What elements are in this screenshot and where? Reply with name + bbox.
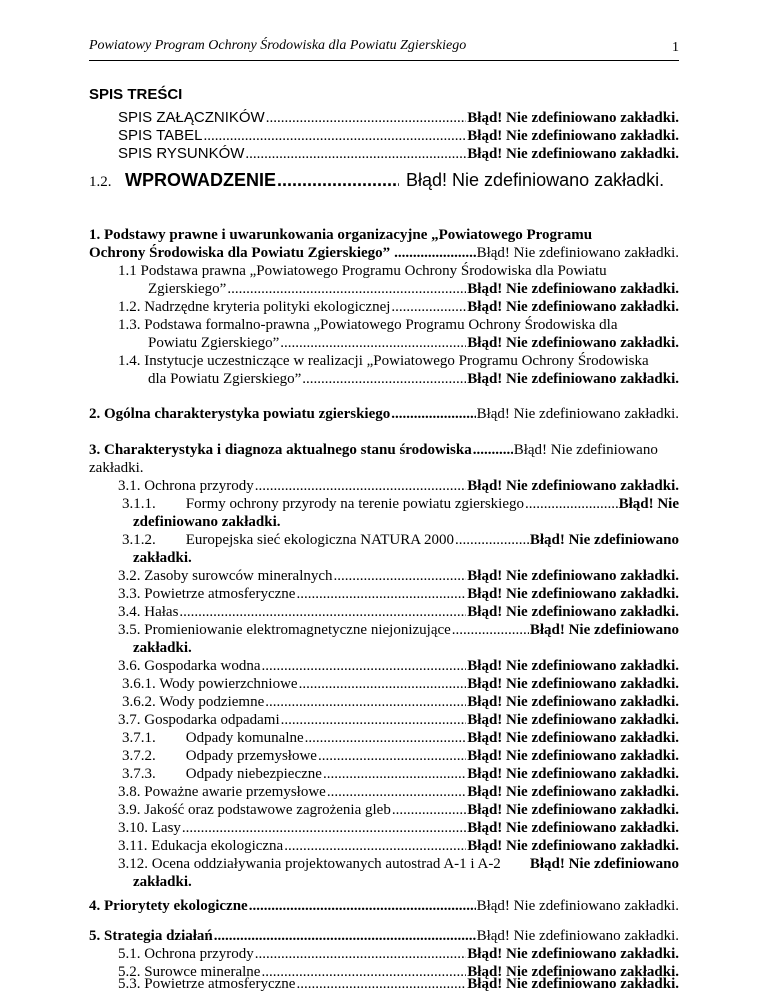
toc-entry-rysunkow[interactable]: SPIS RYSUNKÓW ..... Błąd! Nie zdefiniowano zakładki.	[118, 145, 679, 163]
toc-entry-3-7-2[interactable]: 3.7.2. Odpady przemysłowe ..... Błąd! Nie zdefiniowano zakładki.	[122, 747, 679, 765]
toc-entry-section-3-wrap: zakładki.	[89, 460, 144, 476]
toc-entry-3-2[interactable]: 3.2. Zasoby surowców mineralnych ..... Błąd! Nie zdefiniowano zakładki.	[118, 567, 679, 585]
toc-entry-1-3[interactable]: Powiatu Zgierskiego” ..... Błąd! Nie zdefiniowano zakładki.	[148, 334, 679, 352]
toc-entry-3-9[interactable]: 3.9. Jakość oraz podstawowe zagrożenia gleb ..... Błąd! Nie zdefiniowano zakładki.	[118, 801, 679, 819]
toc-entry-3-6[interactable]: 3.6. Gospodarka wodna ..... Błąd! Nie zdefiniowano zakładki.	[118, 657, 679, 675]
toc-entry-zalacznikow[interactable]: SPIS ZAŁĄCZNIKÓW ..... Błąd! Nie zdefiniowano zakładki.	[118, 109, 679, 127]
toc-entry-1-3-line1: 1.3. Podstawa formalno-prawna „Powiatowego Programu Ochrony Środowiska dla	[118, 317, 618, 333]
toc-entry-3-11[interactable]: 3.11. Edukacja ekologiczna ..... Błąd! Nie zdefiniowano zakładki.	[118, 837, 679, 855]
toc-entry-section-1[interactable]: Ochrony Środowiska dla Powiatu Zgierskiego” ..... Błąd! Nie zdefiniowano zakładki.	[89, 244, 679, 262]
toc-entry-3-12[interactable]: 3.12. Ocena oddziaływania projektowanych autostrad A-1 i A-2 Błąd! Nie zdefiniowano	[118, 856, 679, 872]
toc-entry-3-1-1-wrap: zdefiniowano zakładki.	[133, 514, 281, 530]
toc-entry-wprowadzenie[interactable]: 1.2. WPROWADZENIE ..... Błąd! Nie zdefiniowano zakładki.	[89, 168, 679, 194]
toc-entry-5-2[interactable]: 5.2. Surowce mineralne ..... Błąd! Nie zdefiniowano zakładki.	[118, 963, 679, 981]
toc-entry-section-5[interactable]: 5. Strategia działań ..... Błąd! Nie zdefiniowano zakładki.	[89, 927, 679, 945]
toc-entry-1-4-line1: 1.4. Instytucje uczestniczące w realizacji „Powiatowego Programu Ochrony Środowiska	[118, 353, 649, 369]
toc-entry-1-2[interactable]: 1.2. Nadrzędne kryteria polityki ekologicznej ..... Błąd! Nie zdefiniowano zakładki.	[118, 298, 679, 316]
toc-entry-3-1[interactable]: 3.1. Ochrona przyrody ..... Błąd! Nie zdefiniowano zakładki.	[118, 477, 679, 495]
toc-entry-3-3[interactable]: 3.3. Powietrze atmosferyczne ..... Błąd! Nie zdefiniowano zakładki.	[118, 585, 679, 603]
toc-entry-1-1[interactable]: Zgierskiego” ..... Błąd! Nie zdefiniowano zakładki.	[148, 280, 679, 298]
toc-entry-3-8[interactable]: 3.8. Poważne awarie przemysłowe ..... Błąd! Nie zdefiniowano zakładki.	[118, 783, 679, 801]
toc-entry-3-6-1[interactable]: 3.6.1. Wody powierzchniowe ..... Błąd! Nie zdefiniowano zakładki.	[122, 675, 679, 693]
toc-entry-5-1[interactable]: 5.1. Ochrona przyrody ..... Błąd! Nie zdefiniowano zakładki.	[118, 945, 679, 963]
section-1-title: 1. Podstawy prawne i uwarunkowania organizacyjne „Powiatowego Programu	[89, 227, 593, 243]
toc-entry-3-5-wrap: zakładki.	[133, 640, 192, 656]
toc-entry-section-4[interactable]: 4. Priorytety ekologiczne ..... Błąd! Nie zdefiniowano zakładki.	[89, 897, 679, 915]
toc-entry-3-1-1[interactable]: 3.1.1. Formy ochrony przyrody na terenie powiatu zgierskiego ..... Błąd! Nie	[122, 495, 679, 513]
page-number: 1	[672, 40, 679, 55]
toc-entry-3-7[interactable]: 3.7. Gospodarka odpadami ..... Błąd! Nie zdefiniowano zakładki.	[118, 711, 679, 729]
toc-entry-tabel[interactable]: SPIS TABEL ..... Błąd! Nie zdefiniowano zakładki.	[118, 127, 679, 145]
toc-entry-3-7-1[interactable]: 3.7.1. Odpady komunalne ..... Błąd! Nie zdefiniowano zakładki.	[122, 729, 679, 747]
toc-entry-3-4[interactable]: 3.4. Hałas ..... Błąd! Nie zdefiniowano zakładki.	[118, 603, 679, 621]
toc-entry-3-1-2[interactable]: 3.1.2. Europejska sieć ekologiczna NATURA 2000 ..... Błąd! Nie zdefiniowano	[122, 531, 679, 549]
page-header	[89, 36, 679, 61]
toc-entry-3-12-wrap: zakładki.	[133, 874, 192, 890]
toc-entry-5-3[interactable]: 5.3. Powietrze atmosferyczne ..... Błąd! Nie zdefiniowano zakładki.	[118, 975, 679, 993]
header-title: Powiatowy Program Ochrony Środowiska dla Powiatu Zgierskiego	[89, 38, 467, 53]
toc-entry-3-6-2[interactable]: 3.6.2. Wody podziemne ..... Błąd! Nie zdefiniowano zakładki.	[122, 693, 679, 711]
toc-entry-3-1-2-wrap: zakładki.	[133, 550, 192, 566]
toc-heading: SPIS TREŚCI	[89, 86, 183, 103]
toc-entry-3-10[interactable]: 3.10. Lasy ..... Błąd! Nie zdefiniowano zakładki.	[118, 819, 679, 837]
toc-entry-3-7-3[interactable]: 3.7.3. Odpady niebezpieczne ..... Błąd! Nie zdefiniowano zakładki.	[122, 765, 679, 783]
toc-entry-3-5[interactable]: 3.5. Promieniowanie elektromagnetyczne niejonizujące ..... Błąd! Nie zdefiniowano	[118, 621, 679, 639]
toc-entry-1-4[interactable]: dla Powiatu Zgierskiego” ..... Błąd! Nie zdefiniowano zakładki.	[148, 370, 679, 388]
toc-entry-section-3[interactable]: 3. Charakterystyka i diagnoza aktualnego stanu środowiska ..... Błąd! Nie zdefiniowano	[89, 441, 679, 459]
toc-entry-1-1-line1: 1.1 Podstawa prawna „Powiatowego Programu Ochrony Środowiska dla Powiatu	[118, 263, 607, 279]
toc-entry-section-2[interactable]: 2. Ogólna charakterystyka powiatu zgierskiego ..... Błąd! Nie zdefiniowano zakładki.	[89, 405, 679, 423]
